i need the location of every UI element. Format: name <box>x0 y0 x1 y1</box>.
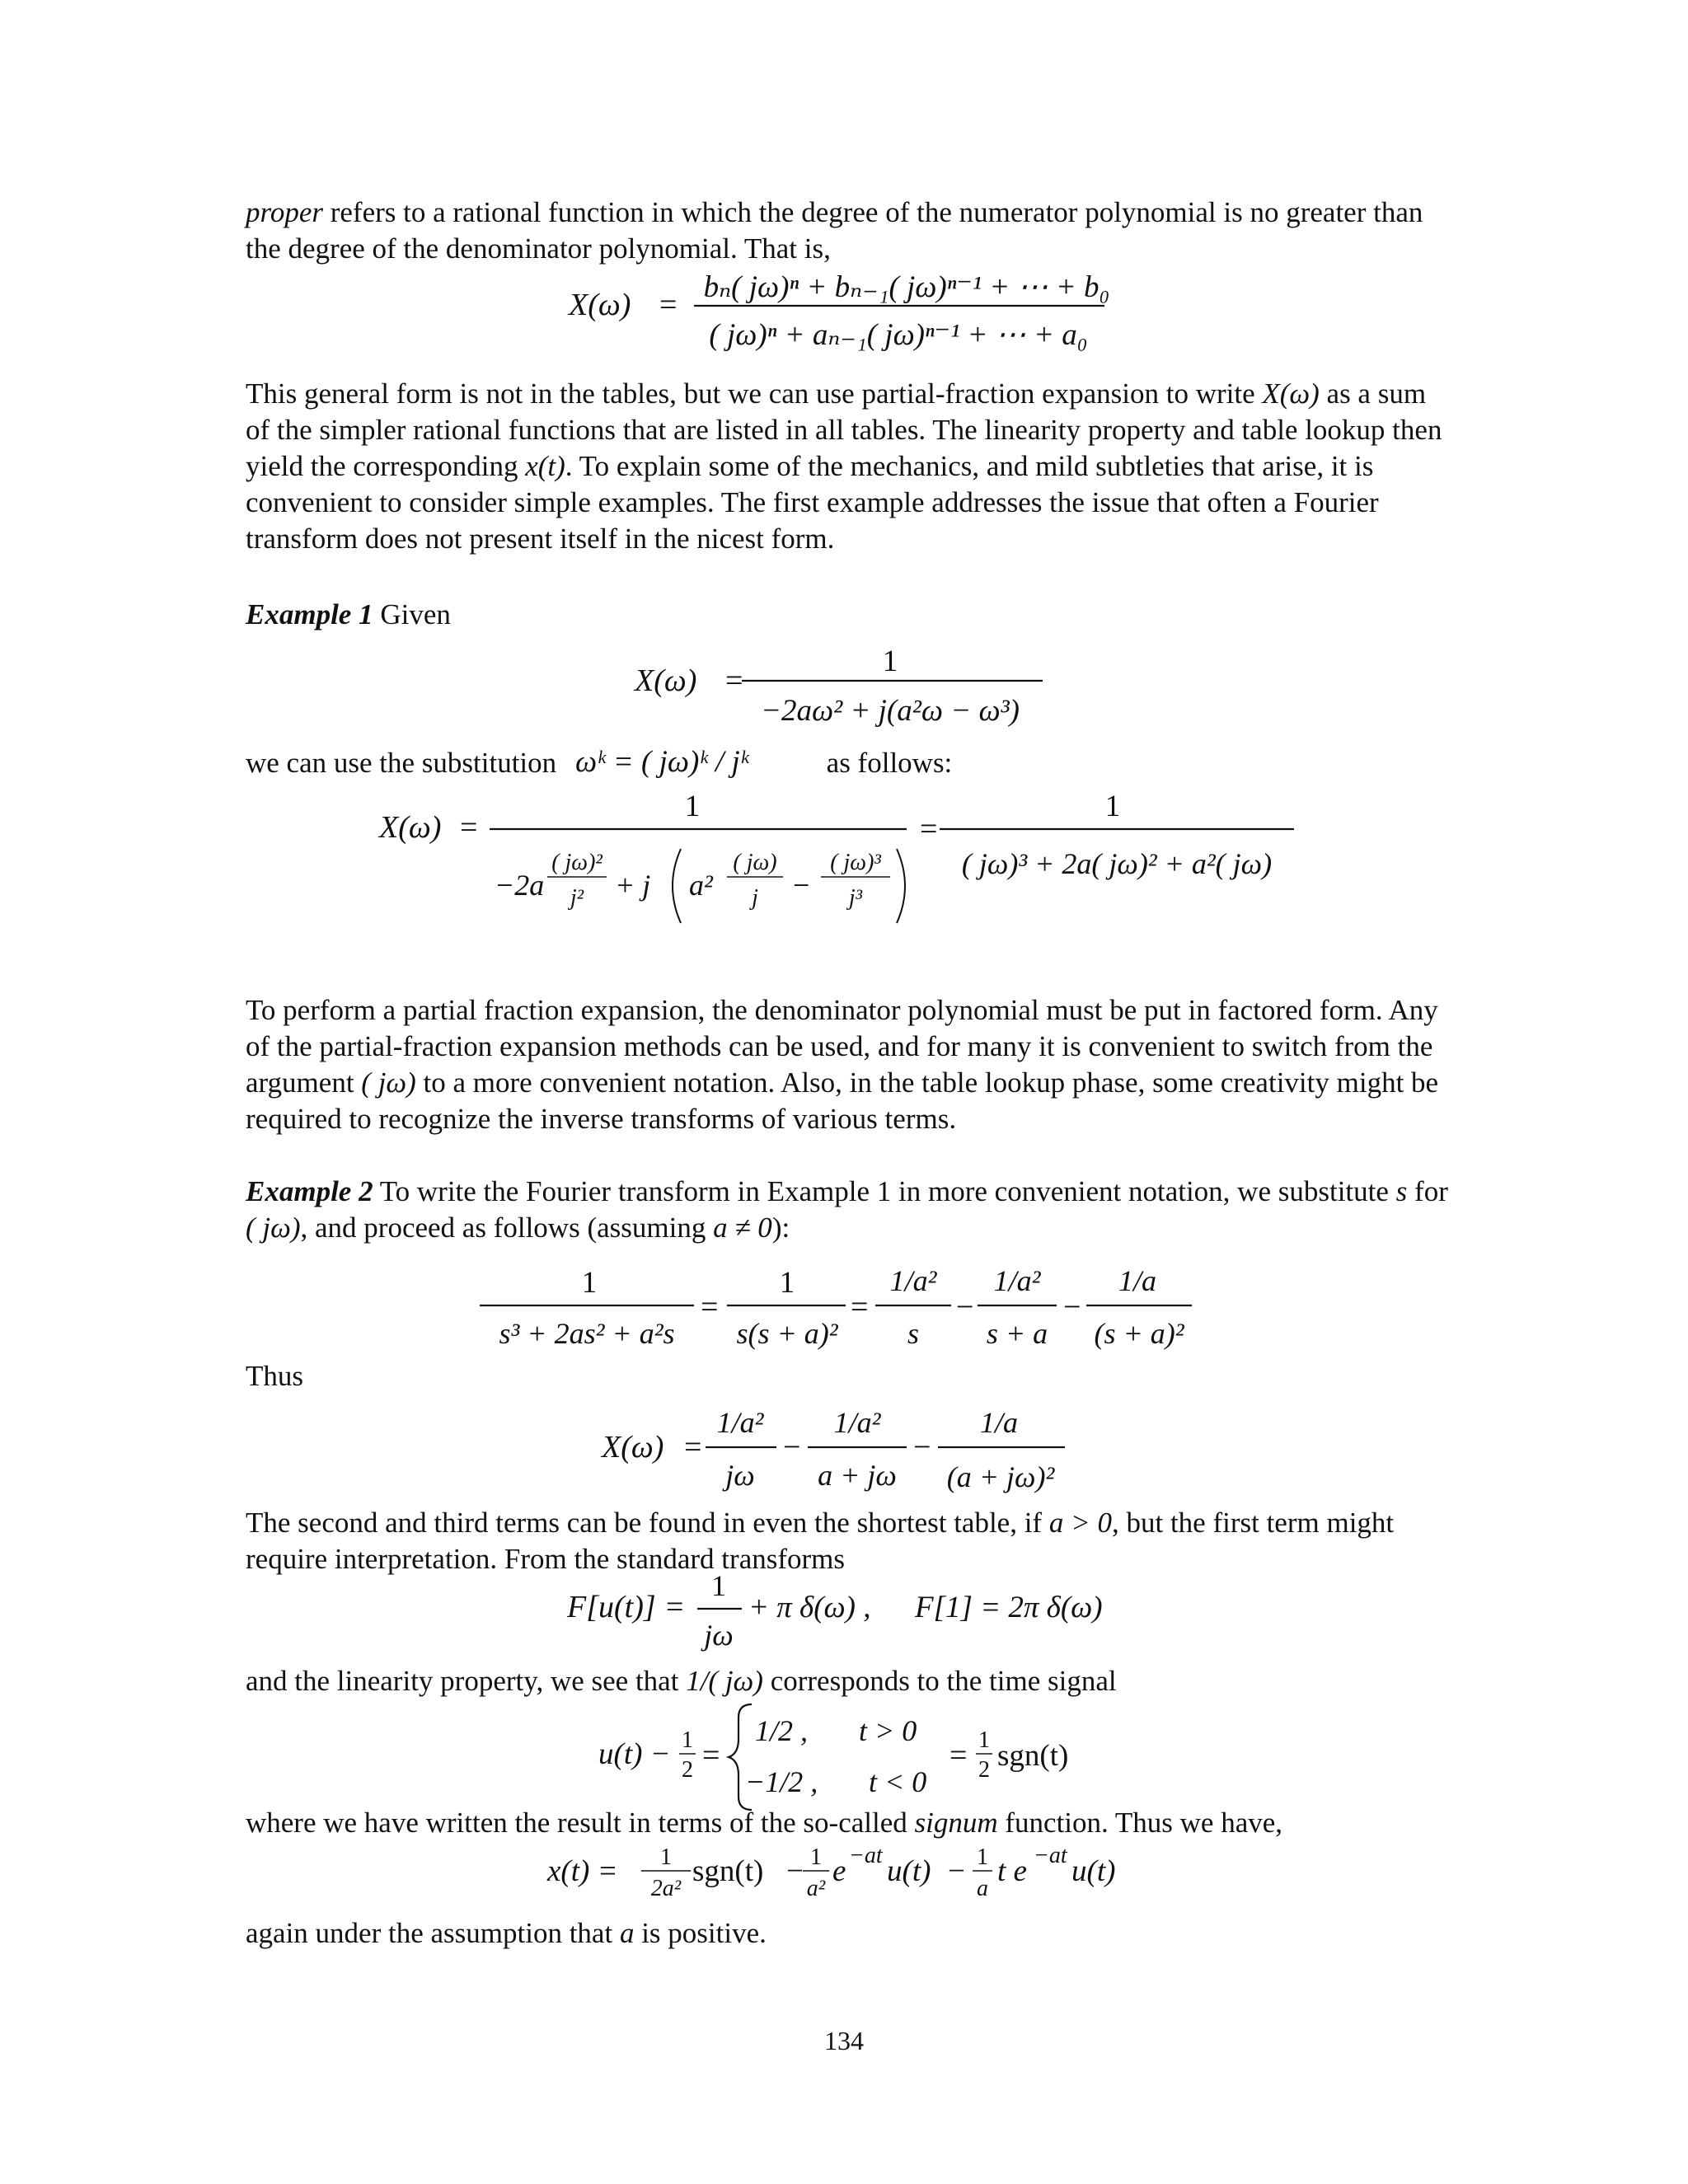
eq-numerator: 1/a² <box>993 1264 1041 1297</box>
word-thus: Thus <box>246 1360 303 1392</box>
eq-numerator: 1/a² <box>716 1406 764 1439</box>
eq-equals: = <box>702 1738 720 1773</box>
text: corresponds to the time signal <box>762 1665 1117 1697</box>
eq-minus: − <box>783 1430 801 1465</box>
text: to a more convenient notation. Also, in the table lookup phase, some creativity might be required to recognize the inverse transforms of various terms. <box>246 1066 1439 1135</box>
eq-small-num: ( jω) <box>733 850 777 875</box>
right-paren <box>897 849 905 923</box>
eq-minus: − <box>948 1854 965 1888</box>
eq-equals: = <box>666 1590 684 1624</box>
eq-term: u(t) <box>887 1854 931 1888</box>
substitution-formula: ωᵏ = ( jω)ᵏ / jᵏ <box>575 745 749 779</box>
equation-partial-fractions-omega <box>600 1406 1065 1493</box>
eq-denominator: a + jω <box>818 1459 897 1492</box>
equation-piecewise <box>598 1704 1068 1810</box>
math-inline: a <box>619 1917 635 1949</box>
eq-lhs: X(ω) <box>635 663 697 698</box>
eq-minus: − <box>786 1854 804 1888</box>
eq-equals: = <box>460 810 478 845</box>
eq-equals: = <box>851 1290 869 1324</box>
case-value: −1/2 , <box>745 1765 818 1798</box>
eq-denominator: (a + jω)² <box>946 1460 1055 1493</box>
eq-small-den: j <box>752 885 758 911</box>
text: again under the assumption that <box>246 1917 620 1949</box>
eq-numerator: 1/a² <box>833 1406 881 1439</box>
eq-term: t e <box>997 1854 1027 1888</box>
eq-small-num: 1 <box>660 1844 672 1870</box>
eq-lhs: X(ω) <box>602 1430 664 1465</box>
eq-numerator: 1 <box>779 1266 795 1300</box>
eq-term: a² <box>689 869 713 902</box>
eq-term: e <box>832 1854 846 1888</box>
eq-numerator: 1/a² <box>889 1264 937 1297</box>
eq-denominator: s + a <box>986 1317 1048 1350</box>
eq-equals: = <box>950 1738 968 1773</box>
text: as follows: <box>818 747 953 779</box>
eq-small-den: j² <box>570 885 584 911</box>
eq-numerator: 1 <box>882 644 898 678</box>
equation-standard-transforms <box>566 1569 1103 1652</box>
text: refers to a rational function in which the degree of the numerator polynomial is no greater than the degree of the denominator polynomial. That is, <box>246 196 1423 265</box>
math-inline: s <box>1395 1175 1408 1207</box>
eq-denominator: ( jω)³ + 2a( jω)² + a²( jω) <box>961 847 1273 880</box>
eq-lhs: F[u(t)] <box>567 1590 656 1624</box>
eq-small-num: ( jω)² <box>551 850 603 875</box>
text: , but the first term might require interpretation. From the standard transforms <box>246 1507 1395 1575</box>
eq-small-den: a² <box>806 1876 826 1901</box>
equation-substituted <box>377 790 1294 923</box>
math-inline: 1/( jω) <box>686 1665 763 1697</box>
text: , and proceed as follows (assuming <box>300 1212 714 1244</box>
page-number: 134 <box>824 2026 864 2055</box>
eq-denominator: −2aω² + j(a²ω − ω³) <box>761 694 1020 728</box>
example-label: Example 2 <box>246 1175 373 1207</box>
text: function. Thus we have, <box>997 1807 1283 1839</box>
text: is positive. <box>634 1917 767 1949</box>
eq-denominator: s <box>907 1317 920 1350</box>
text: where we have written the result in terms of the so-called <box>246 1807 915 1839</box>
eq-lhs: u(t) − <box>598 1737 671 1771</box>
eq-small-den: 2 <box>978 1757 990 1783</box>
eq-numerator: 1 <box>1104 790 1121 823</box>
case-condition: t < 0 <box>869 1765 927 1798</box>
eq-denominator: s(s + a)² <box>736 1317 838 1350</box>
term-signum: signum <box>914 1807 998 1839</box>
left-paren <box>673 849 681 923</box>
eq-denominator: jω <box>704 1619 734 1652</box>
eq-term: − <box>793 869 810 902</box>
eq-term: F[1] = 2π δ(ω) <box>915 1591 1103 1624</box>
eq-equals: = <box>659 288 678 322</box>
text: for <box>1407 1175 1448 1207</box>
text: as a sum of the simpler rational functions that are listed in all tables. The linearity property and table lookup then yield the corresponding <box>246 377 1442 482</box>
eq-small-num: 1 <box>978 1727 990 1753</box>
math-inline: ( jω) <box>246 1212 301 1244</box>
eq-small-den: a <box>977 1876 988 1901</box>
eq-numerator: bₙ( jω)ⁿ + bₙ₋₁( jω)ⁿ⁻¹ + ⋯ + b₀ <box>703 270 1110 304</box>
eq-small-den: j³ <box>848 885 863 911</box>
text: . To explain some of the mechanics, and mild subtleties that arise, it is convenient to consider simple examples. The first example addresses the issue that often a Fourier transform does not present itself in the nicest form. <box>246 450 1379 555</box>
example-label: Example 1 <box>246 598 373 630</box>
text: To perform a partial fraction expansion, the denominator polynomial must be put in factored form. Any of the partial-fraction expansion methods can be used, and for many it is convenient to switch from the argument <box>246 994 1438 1099</box>
math-inline: a ≠ 0 <box>713 1212 772 1244</box>
math-inline: a > 0 <box>1048 1507 1112 1539</box>
eq-numerator: 1 <box>581 1266 598 1300</box>
eq-minus: − <box>1063 1290 1081 1324</box>
equation-general-rational <box>567 270 1109 352</box>
eq-term: + j <box>615 869 651 902</box>
eq-small-num: 1 <box>810 1844 822 1870</box>
eq-term: u(t) <box>1071 1854 1116 1888</box>
eq-numerator: 1 <box>711 1569 726 1602</box>
eq-equals: = <box>920 812 938 846</box>
text: ): <box>771 1212 790 1244</box>
eq-equals: = <box>725 663 743 698</box>
equation-time-signal <box>546 1843 1115 1901</box>
case-value: 1/2 , <box>755 1714 809 1747</box>
eq-denominator: s³ + 2as² + a²s <box>499 1317 675 1350</box>
eq-small-num: 1 <box>977 1844 988 1870</box>
case-condition: t > 0 <box>859 1714 917 1747</box>
eq-exponent: −at <box>849 1843 883 1868</box>
text: This general form is not in the tables, but we can use partial-fraction expansion to write <box>246 377 1263 410</box>
text: The second and third terms can be found in even the shortest table, if <box>246 1507 1049 1539</box>
eq-equals: = <box>701 1290 719 1324</box>
math-inline: X(ω) <box>1262 377 1320 410</box>
equation-partial-fractions-s <box>480 1264 1192 1350</box>
text: To write the Fourier transform in Example 1 in more convenient notation, we substitute <box>373 1175 1396 1207</box>
equation-example-1 <box>633 644 1043 728</box>
text: and the linearity property, we see that <box>246 1665 687 1697</box>
eq-small-num: 1 <box>682 1727 693 1753</box>
eq-lhs: x(t) = <box>547 1854 618 1888</box>
text: Given <box>373 598 451 630</box>
eq-numerator: 1 <box>684 790 701 823</box>
eq-exponent: −at <box>1034 1843 1067 1868</box>
eq-numerator: 1/a <box>1118 1264 1157 1297</box>
eq-lhs: X(ω) <box>379 810 442 845</box>
eq-numerator: 1/a <box>979 1406 1019 1439</box>
eq-small-num: ( jω)³ <box>830 850 881 875</box>
eq-term: sgn(t) <box>692 1854 764 1888</box>
eq-denominator: jω <box>725 1459 755 1492</box>
eq-denominator: (s + a)² <box>1094 1317 1184 1350</box>
eq-equals: = <box>684 1430 702 1465</box>
eq-minus: − <box>956 1290 974 1324</box>
eq-denominator: ( jω)ⁿ + aₙ₋₁( jω)ⁿ⁻¹ + ⋯ + a₀ <box>709 318 1088 352</box>
eq-term: −2a <box>495 869 545 902</box>
math-inline: x(t) <box>525 450 565 482</box>
eq-term: sgn(t) <box>997 1739 1069 1773</box>
eq-minus: − <box>913 1430 931 1465</box>
eq-small-den: 2a² <box>650 1876 682 1901</box>
term-proper: proper <box>246 196 323 228</box>
eq-lhs: X(ω) <box>569 288 631 322</box>
math-inline: ( jω) <box>361 1066 416 1099</box>
eq-small-den: 2 <box>682 1757 693 1783</box>
text: we can use the substitution <box>246 747 564 779</box>
eq-term: + π δ(ω) , <box>748 1591 871 1624</box>
